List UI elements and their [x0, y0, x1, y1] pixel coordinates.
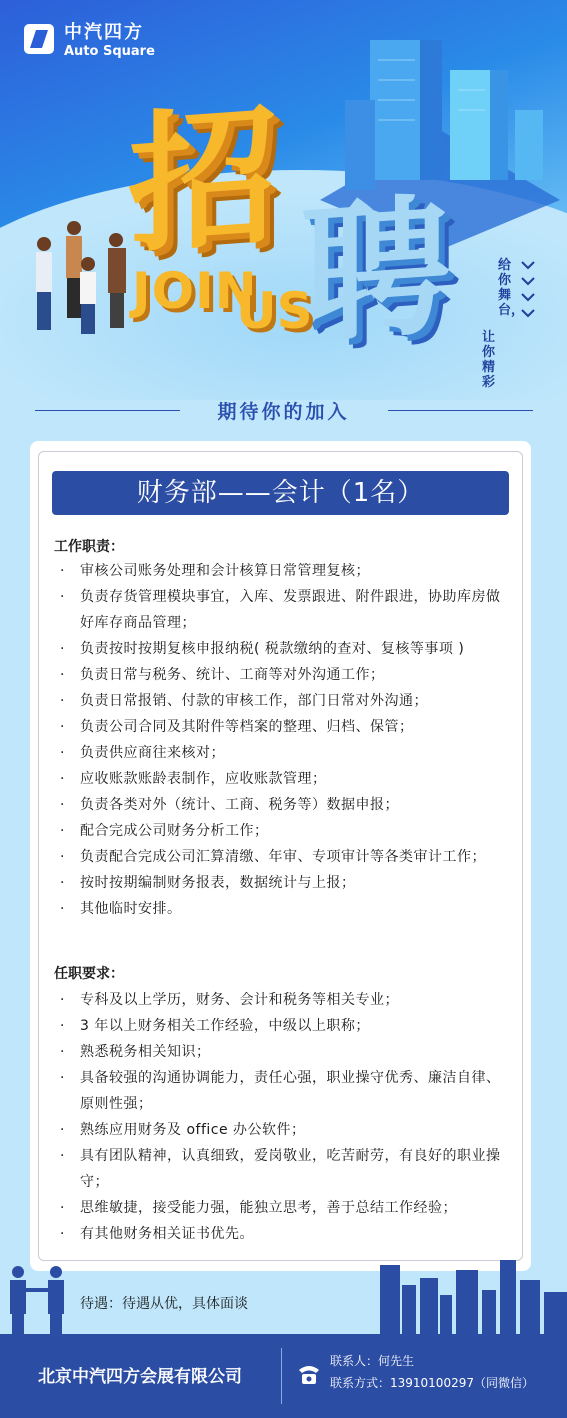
- list-item: [54, 844, 514, 870]
- bullet-dot: ·: [60, 1148, 65, 1164]
- requirements-heading: 任职要求：: [54, 966, 124, 982]
- requirements-list: [54, 987, 514, 1247]
- contact-person: 联系人：何先生: [330, 1354, 415, 1368]
- company-logo: [22, 18, 155, 59]
- bullet-dot: ·: [60, 823, 65, 839]
- list-item-text: 熟悉税务相关知识；: [80, 1044, 211, 1060]
- bullet-dot: ·: [60, 563, 65, 579]
- join-text: JOIN: [132, 262, 258, 320]
- bullet-dot: ·: [60, 771, 65, 787]
- bullet-dot: ·: [60, 1018, 65, 1034]
- list-item-text: 3 年以上财务相关工作经验，中级以上职称；: [80, 1018, 370, 1034]
- list-item: [54, 688, 514, 714]
- list-item-text: 具有团队精神，认真细致，爱岗敬业，吃苦耐劳，有良好的职业操守；: [80, 1148, 501, 1190]
- bullet-dot: ·: [60, 1122, 65, 1138]
- list-item: [54, 740, 514, 766]
- list-item-text: 负责按时按期复核申报纳税( 税款缴纳的查对、复核等事项 ): [80, 641, 465, 657]
- title-char-zhao: 招: [128, 87, 279, 275]
- list-item-text: 负责日常与税务、统计、工商等对外沟通工作；: [80, 667, 385, 683]
- list-item: [54, 766, 514, 792]
- hero-banner: [0, 0, 567, 400]
- logo-en: Auto Square: [64, 44, 155, 59]
- bullet-dot: ·: [60, 667, 65, 683]
- list-item: [54, 1065, 514, 1117]
- benefit-text: 待遇：待遇从优，具体面谈: [80, 1296, 248, 1312]
- list-item: [54, 792, 514, 818]
- list-item-text: 负责存货管理模块事宜，入库、发票跟进、附件跟进，协助库房做好库存商品管理；: [80, 589, 501, 631]
- logo-mark-icon: [22, 22, 56, 56]
- bullet-dot: ·: [60, 745, 65, 761]
- company-name: 北京中汽四方会展有限公司: [38, 1367, 242, 1387]
- bullet-dot: ·: [60, 797, 65, 813]
- list-item-text: 熟练应用财务及 office 办公软件；: [80, 1122, 306, 1138]
- bullet-dot: ·: [60, 1044, 65, 1060]
- tagline: 期待你的加入: [217, 401, 350, 423]
- list-item: [54, 896, 514, 922]
- duties-list: [54, 558, 514, 922]
- bullet-dot: ·: [60, 875, 65, 891]
- bullet-dot: ·: [60, 589, 65, 605]
- list-item: [54, 1143, 514, 1195]
- list-item-text: 负责供应商往来核对；: [80, 745, 225, 761]
- duties-heading: 工作职责：: [54, 539, 124, 555]
- list-item: [54, 818, 514, 844]
- list-item: [54, 1221, 514, 1247]
- footer: [0, 1334, 567, 1418]
- list-item: [54, 1117, 514, 1143]
- list-item-text: 具备较强的沟通协调能力，责任心强，职业操守优秀、廉洁自律、原则性强；: [80, 1070, 501, 1112]
- tagline-right-line: [388, 410, 533, 411]
- list-item-text: 专科及以上学历，财务、会计和税务等相关专业；: [80, 992, 399, 1008]
- job-title: 财务部——会计（1名）: [52, 471, 509, 515]
- list-item-text: 有其他财务相关证书优先。: [80, 1226, 254, 1242]
- bullet-dot: ·: [60, 1226, 65, 1242]
- list-item-text: 负责公司合同及其附件等档案的整理、归档、保管；: [80, 719, 414, 735]
- bullet-dot: ·: [60, 849, 65, 865]
- list-item: [54, 987, 514, 1013]
- footer-divider: [281, 1348, 282, 1404]
- bullet-dot: ·: [60, 901, 65, 917]
- list-item-text: 按时按期编制财务报表，数据统计与上报；: [80, 875, 356, 891]
- list-item-text: 配合完成公司财务分析工作；: [80, 823, 269, 839]
- bullet-dot: ·: [60, 693, 65, 709]
- list-item-text: 思维敏捷，接受能力强，能独立思考，善于总结工作经验；: [80, 1200, 457, 1216]
- list-item-text: 负责日常报销、付款的审核工作，部门日常对外沟通；: [80, 693, 428, 709]
- bullet-dot: ·: [60, 641, 65, 657]
- side-slogan-1: 给你舞台，: [498, 258, 525, 318]
- bullet-dot: ·: [60, 1070, 65, 1086]
- list-item-text: 负责各类对外（统计、工商、税务等）数据申报；: [80, 797, 399, 813]
- list-item-text: 负责配合完成公司汇算清缴、年审、专项审计等各类审计工作；: [80, 849, 486, 865]
- list-item: [54, 636, 514, 662]
- list-item: [54, 558, 514, 584]
- list-item-text: 其他临时安排。: [80, 901, 182, 917]
- logo-cn: 中汽四方: [64, 22, 144, 43]
- side-slogan-2: 让你精彩: [482, 330, 496, 390]
- list-item: [54, 714, 514, 740]
- us-text: US: [236, 282, 313, 340]
- contact-method: 联系方式：13910100297（同微信）: [330, 1376, 534, 1390]
- bullet-dot: ·: [60, 992, 65, 1008]
- phone-icon: [296, 1362, 322, 1386]
- title-char-pin: 聘: [300, 177, 451, 365]
- list-item: [54, 1013, 514, 1039]
- list-item: [54, 870, 514, 896]
- list-item: [54, 1195, 514, 1221]
- list-item: [54, 584, 514, 636]
- bullet-dot: ·: [60, 1200, 65, 1216]
- list-item: [54, 1039, 514, 1065]
- people-illustration: [30, 210, 145, 335]
- bullet-dot: ·: [60, 719, 65, 735]
- list-item: [54, 662, 514, 688]
- list-item-text: 应收账款账龄表制作，应收账款管理；: [80, 771, 327, 787]
- chevron-down-icon: [520, 258, 536, 328]
- list-item-text: 审核公司账务处理和会计核算日常管理复核；: [80, 563, 370, 579]
- tagline-row: [0, 397, 567, 427]
